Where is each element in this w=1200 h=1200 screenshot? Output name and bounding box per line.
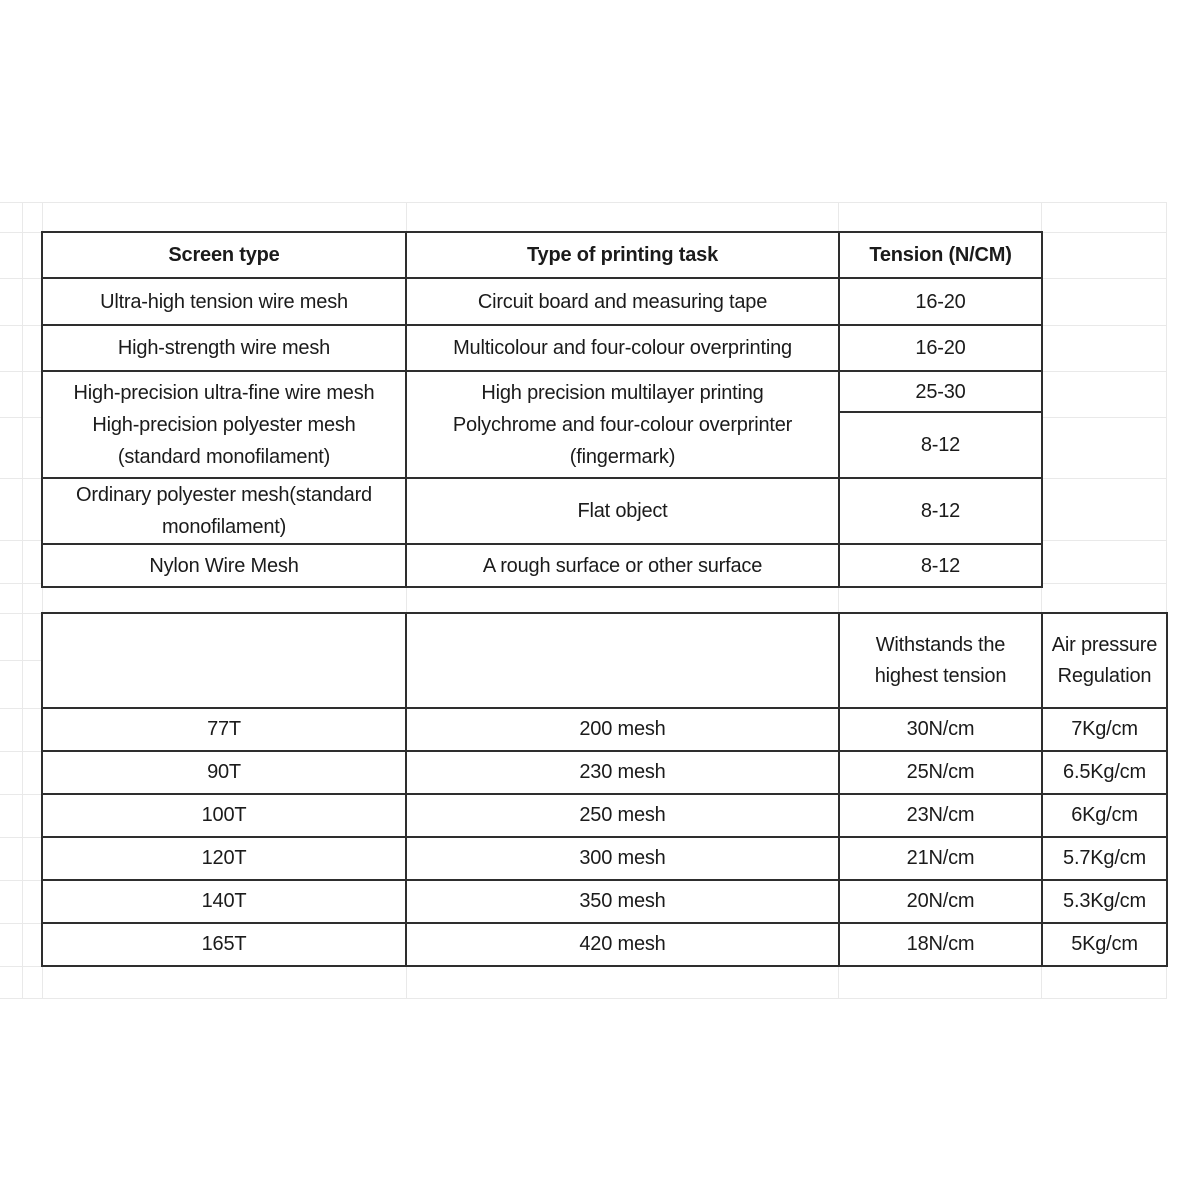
- cell-tension: 16-20: [839, 325, 1042, 371]
- table2-row: [42, 708, 1167, 751]
- table2-header-row: [42, 613, 1167, 708]
- table1-header-screen-type: Screen type: [42, 232, 406, 278]
- cell-printing-task: A rough surface or other surface: [406, 544, 839, 587]
- table2-row: [42, 794, 1167, 837]
- gridline-h: [0, 202, 1167, 203]
- table2-row: [42, 880, 1167, 923]
- merged-line: High-precision ultra-fine wire mesh: [73, 381, 375, 404]
- table1-row: [42, 544, 1042, 587]
- cell-air-pressure: 5.7Kg/cm: [1042, 837, 1167, 880]
- cell-mesh-count: 350 mesh: [406, 880, 839, 923]
- table2-row: [42, 923, 1167, 966]
- merged-line: (standard monofilament): [117, 445, 331, 468]
- table2-header-empty-2: [406, 613, 839, 708]
- table1-row: [42, 325, 1042, 371]
- cell-screen-type-merged: [42, 371, 406, 478]
- cell-screen-type: Ordinary polyester mesh(standard monofilament): [42, 478, 406, 544]
- gridline-v: [22, 202, 23, 998]
- cell-tension: 25-30: [839, 371, 1042, 412]
- cell-air-pressure: 6.5Kg/cm: [1042, 751, 1167, 794]
- cell-tension: 8-12: [839, 478, 1042, 544]
- cell-mesh-count: 250 mesh: [406, 794, 839, 837]
- cell-mesh-type: 100T: [42, 794, 406, 837]
- merged-line: High precision multilayer printing: [481, 381, 764, 404]
- table2-header-max-tension: Withstands the highest tension: [839, 613, 1042, 708]
- merged-line: High-precision polyester mesh: [92, 413, 356, 436]
- table1-header-printing-task: Type of printing task: [406, 232, 839, 278]
- table2-row: [42, 837, 1167, 880]
- cell-mesh-type: 77T: [42, 708, 406, 751]
- cell-mesh-count: 230 mesh: [406, 751, 839, 794]
- mesh-tension-pressure-table: [41, 612, 1168, 967]
- cell-mesh-type: 140T: [42, 880, 406, 923]
- cell-screen-type: High-strength wire mesh: [42, 325, 406, 371]
- cell-air-pressure: 7Kg/cm: [1042, 708, 1167, 751]
- cell-mesh-type: 165T: [42, 923, 406, 966]
- cell-tension: 8-12: [839, 544, 1042, 587]
- cell-screen-type: Ultra-high tension wire mesh: [42, 278, 406, 325]
- screen-type-tension-table: [41, 231, 1043, 588]
- cell-printing-task: Circuit board and measuring tape: [406, 278, 839, 325]
- table1-row: [42, 478, 1042, 544]
- cell-mesh-type: 90T: [42, 751, 406, 794]
- cell-air-pressure: 6Kg/cm: [1042, 794, 1167, 837]
- gridline-h: [0, 998, 1167, 999]
- cell-tension: 8-12: [839, 412, 1042, 478]
- cell-air-pressure: 5Kg/cm: [1042, 923, 1167, 966]
- cell-mesh-count: 420 mesh: [406, 923, 839, 966]
- table2-header-air-pressure: Air pressure Regulation: [1042, 613, 1167, 708]
- table1-row: [42, 278, 1042, 325]
- cell-printing-task-merged: [406, 371, 839, 478]
- cell-mesh-count: 200 mesh: [406, 708, 839, 751]
- merged-line: Polychrome and four-colour overprinter: [452, 413, 793, 436]
- table1-header-tension: Tension (N/CM): [839, 232, 1042, 278]
- cell-mesh-type: 120T: [42, 837, 406, 880]
- cell-max-tension: 23N/cm: [839, 794, 1042, 837]
- cell-max-tension: 18N/cm: [839, 923, 1042, 966]
- cell-printing-task: Flat object: [406, 478, 839, 544]
- table2-header-empty-1: [42, 613, 406, 708]
- table1-merged-row-top: [42, 371, 1042, 412]
- cell-screen-type: Nylon Wire Mesh: [42, 544, 406, 587]
- merged-line: (fingermark): [569, 445, 676, 468]
- table2-row: [42, 751, 1167, 794]
- cell-max-tension: 30N/cm: [839, 708, 1042, 751]
- cell-max-tension: 20N/cm: [839, 880, 1042, 923]
- cell-mesh-count: 300 mesh: [406, 837, 839, 880]
- cell-max-tension: 25N/cm: [839, 751, 1042, 794]
- cell-printing-task: Multicolour and four-colour overprinting: [406, 325, 839, 371]
- cell-max-tension: 21N/cm: [839, 837, 1042, 880]
- table1-header-row: [42, 232, 1042, 278]
- cell-air-pressure: 5.3Kg/cm: [1042, 880, 1167, 923]
- cell-tension: 16-20: [839, 278, 1042, 325]
